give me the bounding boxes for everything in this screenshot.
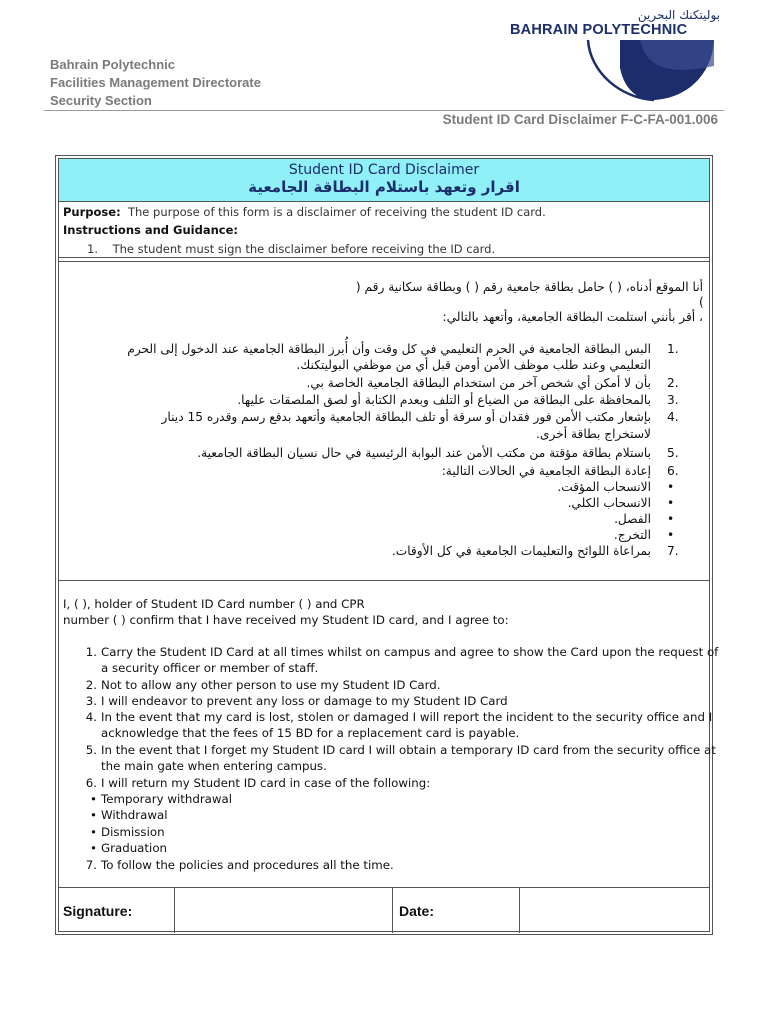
arabic-bullet-text: الانسحاب الكلي. bbox=[567, 496, 651, 510]
english-item-number: 3. bbox=[85, 694, 97, 708]
form-title-band bbox=[59, 159, 709, 202]
arabic-item-number: 1. bbox=[667, 342, 679, 356]
arabic-agreement-section: أنا الموقع أدناه، ( ) حامل بطاقة جامعية رقم ( ) وبطاقة سكانية رقم ( ) ، أقر بأنني استلمت البطاقة الجامعية، وأتعهد بالتالي: 1. البس البطاقة الجامعية في الحرم التعليمي في كل وقت وأن أُبرز البطاقة الجامعية عند الدخول إلى الحرم التعليمي وعند طلب موظف الأمن أومن قبل أي من موظفي البوليتكنك. 2. بأن لا أمكن أي شخص آخر من استخدام البطاقة الجامعية الخاصة بي. 3. بالمحافظة على البطاقة من الضياع أو التلف وبعدم الكتابة أو لصق الملصقات عليها. 4. بإشعار مكتب الأمن فور فقدان أو سرقة أو تلف البطاقة الجامعية وأتعهد بدفع رسم وقدره 15 دينار لاستخراج بطاقة أخرى. 5. باستلام بطاقة مؤقتة من مكتب الأمن عند البوابة الرئيسية في حال نسيان البطاقة الجامعية. 6. إعادة البطاقة الجامعية في الحالات التالية: • الانسحاب المؤقت. • الانسحاب الكلي. • الفصل. • التخرج. 7. بمراعاة اللوائح والتعليمات الجامعية في كل الأوقات. bbox=[59, 262, 709, 580]
form-title-english: Student ID Card Disclaimer bbox=[288, 162, 480, 178]
arabic-item-number: 7. bbox=[667, 544, 679, 558]
logo-arabic-text: بوليتكنك البحرين bbox=[637, 8, 720, 22]
arabic-item-text: بمراعاة اللوائح والتعليمات الجامعية في كل الأوقات. bbox=[391, 544, 651, 558]
form-title-arabic: اقرار وتعهد باستلام البطاقة الجامعية bbox=[248, 178, 520, 196]
english-item-text: acknowledge that the fees of 15 BD for a replacement card is payable. bbox=[101, 726, 520, 740]
english-item-text: the main gate when entering campus. bbox=[101, 759, 327, 773]
english-bullet-text: Dismission bbox=[101, 825, 165, 839]
arabic-intro-line-2: ) bbox=[699, 295, 704, 309]
instruction-number: 1. bbox=[87, 242, 98, 256]
arabic-item-text: بإشعار مكتب الأمن فور فقدان أو سرقة أو تلف البطاقة الجامعية وأتعهد بدفع رسم وقدره 15 دينار bbox=[161, 410, 651, 424]
arabic-intro-line-1: أنا الموقع أدناه، ( ) حامل بطاقة جامعية رقم ( ) وبطاقة سكانية رقم ( bbox=[355, 280, 703, 294]
english-item-number: 7. bbox=[85, 858, 97, 872]
arabic-bullet-text: الفصل. bbox=[614, 512, 651, 526]
arabic-intro-line-3: ، أقر بأنني استلمت البطاقة الجامعية، وأتعهد بالتالي: bbox=[442, 310, 703, 324]
signature-row bbox=[59, 887, 709, 933]
section-name: Security Section bbox=[50, 93, 152, 108]
instruction-text: The student must sign the disclaimer before receiving the ID card. bbox=[112, 242, 496, 256]
english-item-text: Not to allow any other person to use my Student ID Card. bbox=[101, 678, 441, 692]
english-item-number: 1. bbox=[85, 645, 97, 659]
english-item-text: Carry the Student ID Card at all times whilst on campus and agree to show the Card upon the request of bbox=[101, 645, 719, 659]
logo-english-text: BAHRAIN POLYTECHNIC bbox=[510, 22, 688, 38]
document-code: Student ID Card Disclaimer F-C-FA-001.006 bbox=[442, 112, 718, 127]
english-bullet-text: Graduation bbox=[101, 841, 168, 855]
english-bullet-text: Withdrawal bbox=[101, 808, 168, 822]
purpose-label: Purpose: bbox=[63, 205, 121, 219]
date-label-cell bbox=[392, 887, 520, 933]
purpose-text: The purpose of this form is a disclaimer of receiving the student ID card. bbox=[127, 205, 546, 219]
signature-label: Signature: bbox=[63, 903, 133, 919]
english-intro-line-2: number ( ) confirm that I have received my Student ID card, and I agree to: bbox=[63, 613, 509, 627]
arabic-item-number: 3. bbox=[667, 393, 679, 407]
english-item-text: a security officer or member of staff. bbox=[101, 661, 319, 675]
english-item-text: I will endeavor to prevent any loss or damage to my Student ID Card bbox=[101, 694, 508, 708]
directorate-name: Facilities Management Directorate bbox=[50, 75, 261, 90]
arabic-bullet-text: التخرج. bbox=[613, 528, 651, 542]
signature-field[interactable] bbox=[174, 887, 391, 933]
date-label: Date: bbox=[399, 903, 435, 919]
english-item-number: 5. bbox=[85, 743, 97, 757]
english-bullet-text: Temporary withdrawal bbox=[101, 792, 233, 806]
english-item-number: 2. bbox=[85, 678, 97, 692]
arabic-item-text: لاستخراج بطاقة أخرى. bbox=[536, 427, 651, 441]
bahrain-polytechnic-logo bbox=[508, 8, 723, 100]
arabic-item-text: البس البطاقة الجامعية في الحرم التعليمي في كل وقت وأن أُبرز البطاقة الجامعية عند الدخول إلى الحرم bbox=[127, 342, 651, 356]
organization-header bbox=[50, 56, 261, 110]
english-item-text: To follow the policies and procedures all the time. bbox=[101, 858, 394, 872]
english-agreement-section: I, ( ), holder of Student ID Card number ( ) and CPR number ( ) confirm that I have received my Student ID card, and I agree to: 1. Carry the Student ID Card at all times whilst on campus and agree to show the Card upon the request of a security officer or member of staff. 2. Not to allow any other person to use my Student ID Card. 3. I will endeavor to prevent any loss or damage to my Student ID Card 4. In the event that my card is lost, stolen or damaged I will report the incident to the security office and I acknowledge that the fees of 15 BD for a replacement card is payable. 5. In the event that I forget my Student ID card I will obtain a temporary ID card from the security office at the main gate when entering campus. 6. I will return my Student ID card in case of the following: • Temporary withdrawal • Withdrawal • Dismission • Graduation 7. To follow the policies and procedures all the time. bbox=[63, 597, 719, 872]
arabic-item-number: 5. bbox=[667, 446, 679, 460]
purpose-line bbox=[63, 205, 546, 219]
header-divider bbox=[44, 110, 724, 111]
english-item-text: In the event that I forget my Student ID card I will obtain a temporary ID card from the security office at bbox=[101, 743, 716, 757]
english-item-number: 6. bbox=[85, 776, 97, 790]
form-inner-border bbox=[58, 158, 719, 932]
english-item-number: 4. bbox=[85, 710, 97, 724]
arabic-bullet-text: الانسحاب المؤقت. bbox=[557, 480, 651, 494]
logo-emblem-icon bbox=[580, 38, 720, 102]
instructions-label: Instructions and Guidance: bbox=[63, 223, 239, 237]
english-intro-line-1: I, ( ), holder of Student ID Card number ( ) and CPR bbox=[63, 597, 365, 611]
arabic-item-number: 4. bbox=[667, 410, 679, 424]
org-name: Bahrain Polytechnic bbox=[50, 57, 175, 72]
date-field[interactable] bbox=[519, 887, 709, 933]
arabic-item-text: التعليمي وعند طلب موظف الأمن أومن قبل أي من موظفي البوليتكنك. bbox=[296, 358, 651, 372]
purpose-section bbox=[59, 202, 709, 258]
english-item-text: I will return my Student ID card in case of the following: bbox=[101, 776, 431, 790]
instruction-item bbox=[87, 242, 495, 256]
disclaimer-form bbox=[55, 155, 719, 935]
arabic-item-number: 6. bbox=[667, 464, 679, 478]
arabic-item-text: بأن لا أمكن أي شخص آخر من استخدام البطاقة الجامعية الخاصة بي. bbox=[306, 376, 651, 390]
arabic-item-text: بالمحافظة على البطاقة من الضياع أو التلف وبعدم الكتابة أو لصق الملصقات عليها. bbox=[237, 393, 651, 407]
english-item-text: In the event that my card is lost, stolen or damaged I will report the incident to the security office and I bbox=[101, 710, 713, 724]
arabic-item-text: إعادة البطاقة الجامعية في الحالات التالية: bbox=[441, 464, 651, 478]
arabic-item-number: 2. bbox=[667, 376, 679, 390]
arabic-item-text: باستلام بطاقة مؤقتة من مكتب الأمن عند البوابة الرئيسية في حال نسيان البطاقة الجامعية. bbox=[197, 446, 651, 460]
